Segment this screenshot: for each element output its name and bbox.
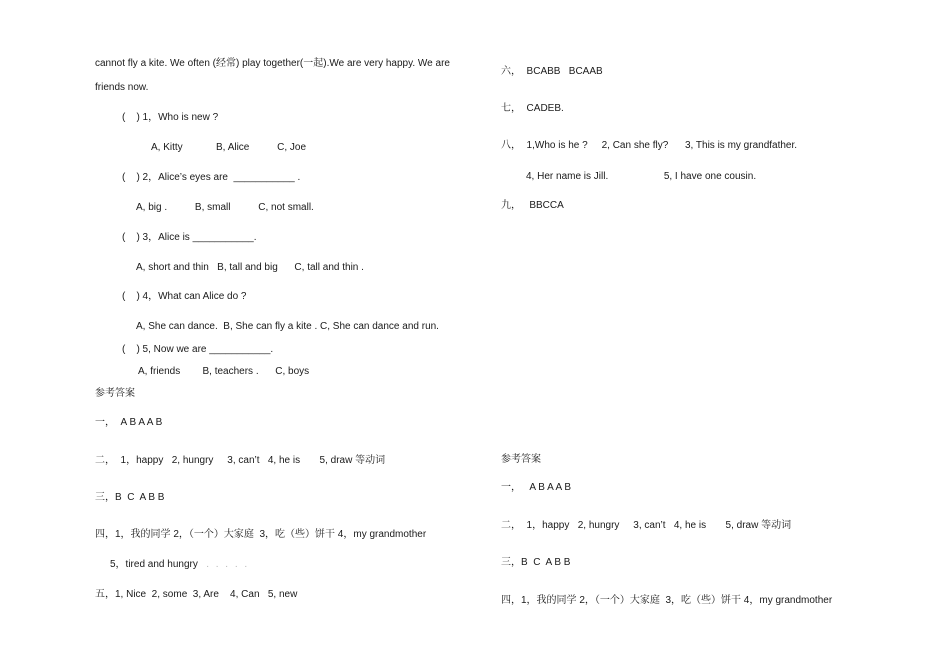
answer-section-3-right: 三，B C A B B: [501, 557, 571, 568]
question-1: ( ) 1，Who is new ?: [122, 112, 219, 123]
question-4: ( ) 4，What can Alice do ?: [122, 291, 247, 302]
answer-section-3-left: 三，B C A B B: [95, 492, 165, 503]
passage-line-2: friends now.: [95, 82, 149, 93]
answer-section-6: 六， BCABB BCAAB: [501, 66, 603, 77]
question-2: ( ) 2，Alice’s eyes are ___________ .: [122, 172, 301, 183]
answer-section-5-left: 五，1, Nice 2, some 3, Are 4, Can 5, new: [95, 589, 298, 600]
answer-section-1-left: 一， A B A A B: [95, 417, 163, 428]
question-3-options: A, short and thin B, tall and big C, tall and thin .: [136, 262, 364, 273]
answers-title-left: 参考答案: [95, 388, 135, 399]
answer-section-2-right: 二， 1，happy 2, hungry 3, can’t 4, he is 5, draw 等动词: [501, 520, 792, 531]
faint-dots: . . . . .: [206, 559, 250, 570]
answers-title-right: 参考答案: [501, 454, 541, 465]
answer-section-4-cont: [110, 559, 249, 571]
answer-section-4-cont-text: 5，tired and hungry: [110, 559, 198, 570]
question-2-options: A, big . B, small C, not small.: [136, 202, 314, 213]
answer-section-4-left: 四，1，我的同学 2，（一个）大家庭 3，吃（些）饼干 4，my grandmother: [95, 529, 427, 540]
passage-line-1: cannot fly a kite. We often (经常) play together(一起).We are very happy. We are: [95, 58, 450, 69]
answer-section-8-cont: 4, Her name is Jill. 5, I have one cousin.: [526, 171, 757, 182]
answer-section-8: 八， 1,Who is he ? 2, Can she fly? 3, This is my grandfather.: [501, 140, 798, 151]
answer-section-1-right: 一， A B A A B: [501, 482, 572, 493]
question-4-options: A, She can dance. B, She can fly a kite . C, She can dance and run.: [136, 321, 439, 332]
question-1-options: A, Kitty B, Alice C, Joe: [151, 142, 307, 153]
question-5: ( ) 5, Now we are ___________.: [122, 344, 274, 355]
answer-section-9: 九， BBCCA: [501, 200, 564, 211]
answer-section-4-right: 四，1，我的同学 2，（一个）大家庭 3，吃（些）饼干 4，my grandmother: [501, 595, 833, 606]
question-5-options: A, friends B, teachers . C, boys: [138, 366, 310, 377]
question-3: ( ) 3，Alice is ___________.: [122, 232, 257, 243]
answer-section-7: 七， CADEB.: [501, 103, 564, 114]
answer-section-2-left: 二， 1，happy 2, hungry 3, can’t 4, he is 5, draw 等动词: [95, 455, 386, 466]
